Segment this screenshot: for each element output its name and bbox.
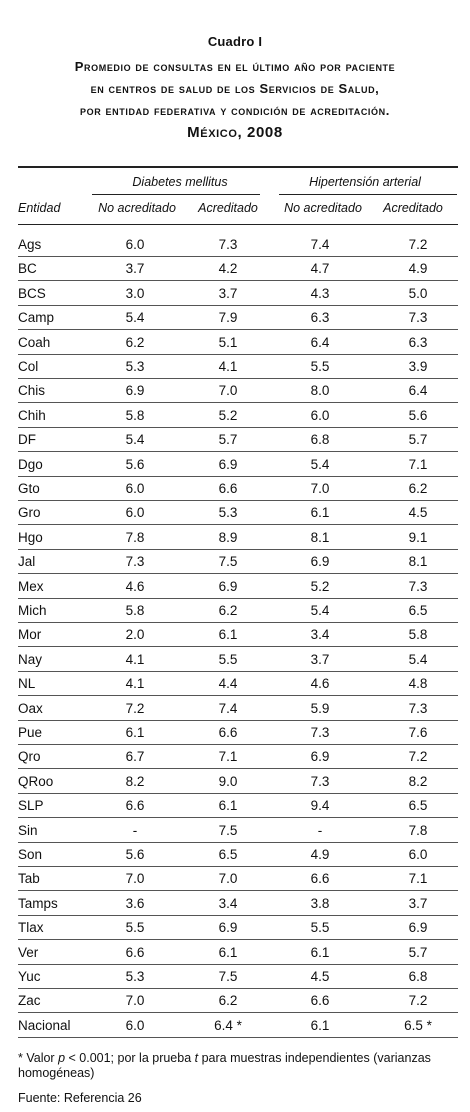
row-value-cell: 6.5 — [408, 603, 428, 618]
row-value-cell: 7.6 — [408, 725, 428, 740]
row-value-cell: 7.3 — [408, 578, 428, 594]
row-value-cell: 6.1 — [218, 798, 238, 814]
row-value-cell: 9.0 — [218, 773, 238, 789]
row-value-cell: 6.0 — [125, 481, 145, 496]
row-value-cell: 7.1 — [408, 871, 428, 887]
row-value-cell: 7.5 — [218, 969, 238, 984]
row-value-cell: 7.3 — [218, 237, 238, 252]
row-entity-cell: Mor — [18, 627, 42, 643]
row-value-cell: 2.0 — [125, 627, 145, 643]
footnote-prefix: * Valor — [18, 1051, 59, 1065]
row-value-cell: 5.5 — [310, 359, 330, 374]
table-row — [18, 866, 458, 891]
row-value-cell: 6.9 — [218, 456, 238, 472]
row-value-cell: 6.2 — [408, 481, 428, 496]
table-row — [18, 427, 458, 452]
row-entity-cell: Mich — [18, 603, 47, 618]
row-value-cell: 6.9 — [125, 383, 145, 399]
row-value-cell: 3.7 — [310, 651, 330, 667]
row-entity-cell: Ver — [18, 944, 39, 960]
row-entity-cell: Chis — [18, 383, 46, 399]
row-value-cell: 6.6 — [310, 871, 330, 887]
row-value-cell: 7.1 — [218, 749, 238, 765]
row-value-cell: 4.3 — [310, 285, 330, 301]
row-value-cell: 8.9 — [218, 529, 238, 545]
row-entity-cell: QRoo — [18, 773, 54, 789]
row-value-cell: 5.2 — [218, 407, 238, 423]
row-entity-cell: Dgo — [18, 456, 43, 472]
group-rule-hipertension — [279, 194, 457, 195]
row-value-cell: 7.9 — [218, 310, 238, 326]
row-value-cell: 6.5 — [218, 847, 238, 862]
column-header-entidad: Entidad — [18, 201, 61, 215]
table-row — [18, 915, 458, 940]
table-row — [18, 452, 458, 477]
row-entity-cell: Yuc — [18, 969, 41, 984]
row-value-cell: 3.7 — [408, 895, 428, 911]
row-entity-cell: Mex — [18, 578, 44, 594]
row-entity-cell: Sin — [18, 822, 38, 838]
row-value-cell: 9.1 — [408, 529, 428, 545]
row-value-cell: 6.1 — [218, 944, 238, 960]
row-entity-cell: Zac — [18, 993, 41, 1009]
group-header-hipertension: Hipertensión arterial — [309, 175, 421, 189]
row-value-cell: 6.1 — [310, 505, 330, 521]
row-value-cell: 6.0 — [408, 847, 428, 862]
row-value-cell: 7.2 — [125, 700, 145, 716]
row-value-cell: 5.8 — [125, 603, 145, 618]
row-value-cell: 5.5 — [310, 920, 330, 936]
group-header-diabetes: Diabetes mellitus — [132, 175, 228, 189]
row-entity-cell: Pue — [18, 725, 43, 740]
row-value-cell: - — [132, 822, 138, 838]
row-value-cell: 3.9 — [408, 359, 428, 374]
row-value-cell: 5.7 — [408, 432, 428, 448]
table-row — [18, 500, 458, 525]
footnote — [18, 1051, 460, 1081]
title-line: Promedio de consultas en el último año por paciente — [74, 59, 396, 74]
row-value-cell: 7.2 — [408, 749, 428, 765]
row-value-cell: 6.7 — [125, 749, 145, 765]
row-value-cell: 5.5 — [125, 920, 145, 936]
row-value-cell: 5.8 — [125, 407, 145, 423]
column-header-dm-acreditado: Acreditado — [198, 201, 258, 215]
row-value-cell: 7.8 — [125, 529, 145, 545]
row-value-cell: 5.9 — [310, 700, 330, 716]
row-value-cell: 6.6 — [125, 944, 145, 960]
row-value-cell: 7.2 — [408, 993, 428, 1009]
column-header-ha-no-acreditado: No acreditado — [284, 201, 362, 215]
row-value-cell: 7.3 — [310, 725, 330, 740]
group-rule-diabetes — [92, 194, 260, 195]
row-value-cell: 5.4 — [125, 310, 145, 326]
row-entity-cell: Camp — [18, 310, 55, 326]
row-value-cell: 6.8 — [408, 969, 428, 984]
table-row — [18, 842, 458, 867]
row-value-cell: 7.0 — [218, 871, 238, 887]
table-row — [18, 232, 458, 257]
row-value-cell: 5.6 — [125, 847, 145, 862]
row-entity-cell: Tab — [18, 871, 40, 887]
row-value-cell: 8.2 — [408, 773, 428, 789]
table-row — [18, 744, 458, 769]
table-row — [18, 940, 458, 965]
row-value-cell: 3.7 — [218, 285, 238, 301]
row-value-cell: 3.8 — [310, 895, 330, 911]
row-value-cell: 5.3 — [125, 969, 145, 984]
row-entity-cell: Ags — [18, 237, 42, 252]
row-value-cell: 6.2 — [218, 993, 238, 1009]
row-value-cell: 7.2 — [408, 237, 428, 252]
table-label: Cuadro I — [207, 34, 263, 49]
row-value-cell: 4.2 — [218, 261, 238, 277]
row-value-cell: 5.4 — [310, 603, 330, 618]
row-entity-cell: SLP — [18, 798, 44, 814]
row-value-cell: 5.3 — [218, 505, 238, 521]
row-value-cell: 6.3 — [408, 334, 428, 350]
row-value-cell: 6.8 — [310, 432, 330, 448]
table-row — [18, 1013, 458, 1038]
row-value-cell: 5.1 — [218, 334, 238, 350]
title-line: por entidad federativa y condición de acreditación. — [80, 103, 390, 118]
row-entity-cell: Col — [18, 359, 39, 374]
row-value-cell: 6.0 — [125, 237, 145, 252]
row-value-cell: 5.6 — [408, 407, 428, 423]
row-value-cell: 4.9 — [408, 261, 428, 277]
row-value-cell: 6.4 — [408, 383, 428, 399]
row-value-cell: 6.9 — [408, 920, 428, 936]
row-value-cell: 6.2 — [125, 334, 145, 350]
table-row — [18, 330, 458, 355]
row-value-cell: 6.6 — [218, 481, 238, 496]
row-entity-cell: Coah — [18, 334, 51, 350]
table-row — [18, 769, 458, 794]
row-value-cell: 5.8 — [408, 627, 428, 643]
row-value-cell: 7.0 — [125, 871, 145, 887]
row-value-cell: 5.6 — [125, 456, 145, 472]
row-value-cell: 5.4 — [310, 456, 330, 472]
row-value-cell: 7.0 — [218, 383, 238, 399]
row-entity-cell: BCS — [18, 285, 46, 301]
row-value-cell: 6.9 — [310, 554, 330, 570]
row-entity-cell: Hgo — [18, 529, 43, 545]
row-value-cell: 3.7 — [125, 261, 145, 277]
row-value-cell: 7.0 — [310, 481, 330, 496]
footnote-middle: < 0.001; por la prueba — [65, 1051, 195, 1065]
row-value-cell: 4.8 — [408, 676, 428, 692]
header-rule — [18, 224, 458, 225]
top-rule — [18, 166, 458, 168]
row-value-cell: 7.5 — [218, 822, 238, 838]
row-value-cell: 5.5 — [218, 651, 238, 667]
row-entity-cell: BC — [18, 261, 37, 277]
table-row — [18, 378, 458, 403]
row-value-cell: 6.4 — [310, 334, 330, 350]
row-value-cell: 6.6 — [310, 993, 330, 1009]
table-row — [18, 525, 458, 550]
table-row — [18, 305, 458, 330]
row-value-cell: 5.4 — [125, 432, 145, 448]
footnote-p-symbol: p — [58, 1051, 66, 1065]
column-header-ha-acreditado: Acreditado — [383, 201, 443, 215]
row-entity-cell: NL — [18, 676, 36, 692]
table-row — [18, 647, 458, 672]
table-row — [18, 696, 458, 721]
row-entity-cell: Tamps — [18, 895, 58, 911]
row-value-cell: 6.4 * — [214, 1017, 242, 1033]
row-value-cell: 3.4 — [218, 895, 238, 911]
row-value-cell: 5.7 — [218, 432, 238, 448]
row-value-cell: 6.5 * — [404, 1017, 432, 1033]
row-value-cell: 3.0 — [125, 285, 145, 301]
row-value-cell: 4.1 — [218, 359, 238, 374]
column-header-dm-no-acreditado: No acreditado — [98, 201, 176, 215]
row-entity-cell: Tlax — [18, 920, 44, 936]
table-row — [18, 354, 458, 379]
row-value-cell: 5.4 — [408, 651, 428, 667]
row-entity-cell: Nacional — [18, 1017, 71, 1033]
row-value-cell: 7.3 — [408, 700, 428, 716]
row-value-cell: 4.6 — [310, 676, 330, 692]
row-value-cell: 5.7 — [408, 944, 428, 960]
row-value-cell: 6.5 — [408, 798, 428, 814]
row-entity-cell: Son — [18, 847, 43, 862]
row-entity-cell: Gro — [18, 505, 41, 521]
row-value-cell: 8.1 — [408, 554, 428, 570]
row-value-cell: 7.4 — [310, 237, 330, 252]
footnote-suffix: para muestras independientes (varianzas homogéneas) — [18, 1051, 431, 1080]
table-row — [18, 549, 458, 574]
source-note: Fuente: Referencia 26 — [18, 1091, 142, 1105]
title-line: en centros de salud de los Servicios de Salud, — [90, 81, 380, 96]
title-place-year: México, 2008 — [187, 124, 283, 141]
row-entity-cell: Oax — [18, 700, 43, 716]
table-row — [18, 256, 458, 281]
row-value-cell: 7.8 — [408, 822, 428, 838]
row-value-cell: 4.1 — [125, 676, 145, 692]
row-value-cell: 6.6 — [125, 798, 145, 814]
row-value-cell: 8.2 — [125, 773, 145, 789]
row-value-cell: 7.1 — [408, 456, 428, 472]
table-row — [18, 671, 458, 696]
table-row — [18, 476, 458, 501]
row-value-cell: 7.0 — [125, 993, 145, 1009]
table-row — [18, 964, 458, 989]
row-value-cell: 4.6 — [125, 578, 145, 594]
row-value-cell: 6.1 — [310, 944, 330, 960]
row-value-cell: 5.0 — [408, 285, 428, 301]
row-value-cell: 6.0 — [310, 407, 330, 423]
row-value-cell: 6.0 — [125, 505, 145, 521]
row-value-cell: 4.4 — [218, 676, 238, 692]
row-value-cell: 4.5 — [310, 969, 330, 984]
row-value-cell: 7.3 — [125, 554, 145, 570]
row-entity-cell: Gto — [18, 481, 40, 496]
table-row — [18, 793, 458, 818]
row-value-cell: 6.3 — [310, 310, 330, 326]
table-row — [18, 574, 458, 599]
row-entity-cell: Chih — [18, 407, 46, 423]
row-value-cell: 8.1 — [310, 529, 330, 545]
row-value-cell: 8.0 — [310, 383, 330, 399]
row-value-cell: 6.2 — [218, 603, 238, 618]
row-value-cell: 3.4 — [310, 627, 330, 643]
row-value-cell: 5.2 — [310, 578, 330, 594]
table-row — [18, 598, 458, 623]
row-value-cell: 6.1 — [310, 1017, 330, 1033]
row-value-cell: 6.9 — [310, 749, 330, 765]
table-row — [18, 988, 458, 1013]
table-row — [18, 281, 458, 306]
row-value-cell: 4.1 — [125, 651, 145, 667]
table-row — [18, 891, 458, 916]
row-value-cell: 6.9 — [218, 578, 238, 594]
row-entity-cell: Nay — [18, 651, 43, 667]
table-row — [18, 818, 458, 843]
row-value-cell: - — [317, 822, 323, 838]
row-value-cell: 3.6 — [125, 895, 145, 911]
row-value-cell: 4.7 — [310, 261, 330, 277]
footnote-t-symbol: t — [194, 1051, 199, 1065]
row-value-cell: 9.4 — [310, 798, 330, 814]
row-entity-cell: Jal — [18, 554, 36, 570]
row-value-cell: 7.3 — [408, 310, 428, 326]
row-value-cell: 4.9 — [310, 847, 330, 862]
row-value-cell: 4.5 — [408, 505, 428, 521]
row-value-cell: 7.4 — [218, 700, 238, 716]
table-row — [18, 403, 458, 428]
row-value-cell: 6.9 — [218, 920, 238, 936]
row-value-cell: 6.6 — [218, 725, 238, 740]
row-value-cell: 6.0 — [125, 1017, 145, 1033]
row-entity-cell: Qro — [18, 749, 41, 765]
table-row — [18, 622, 458, 647]
row-entity-cell: DF — [18, 432, 36, 448]
table-title — [0, 56, 470, 144]
row-value-cell: 6.1 — [125, 725, 145, 740]
row-value-cell: 7.5 — [218, 554, 238, 570]
table-title-block — [0, 34, 470, 144]
table-row — [18, 720, 458, 745]
row-value-cell: 7.3 — [310, 773, 330, 789]
row-value-cell: 6.1 — [218, 627, 238, 643]
row-value-cell: 5.3 — [125, 359, 145, 374]
